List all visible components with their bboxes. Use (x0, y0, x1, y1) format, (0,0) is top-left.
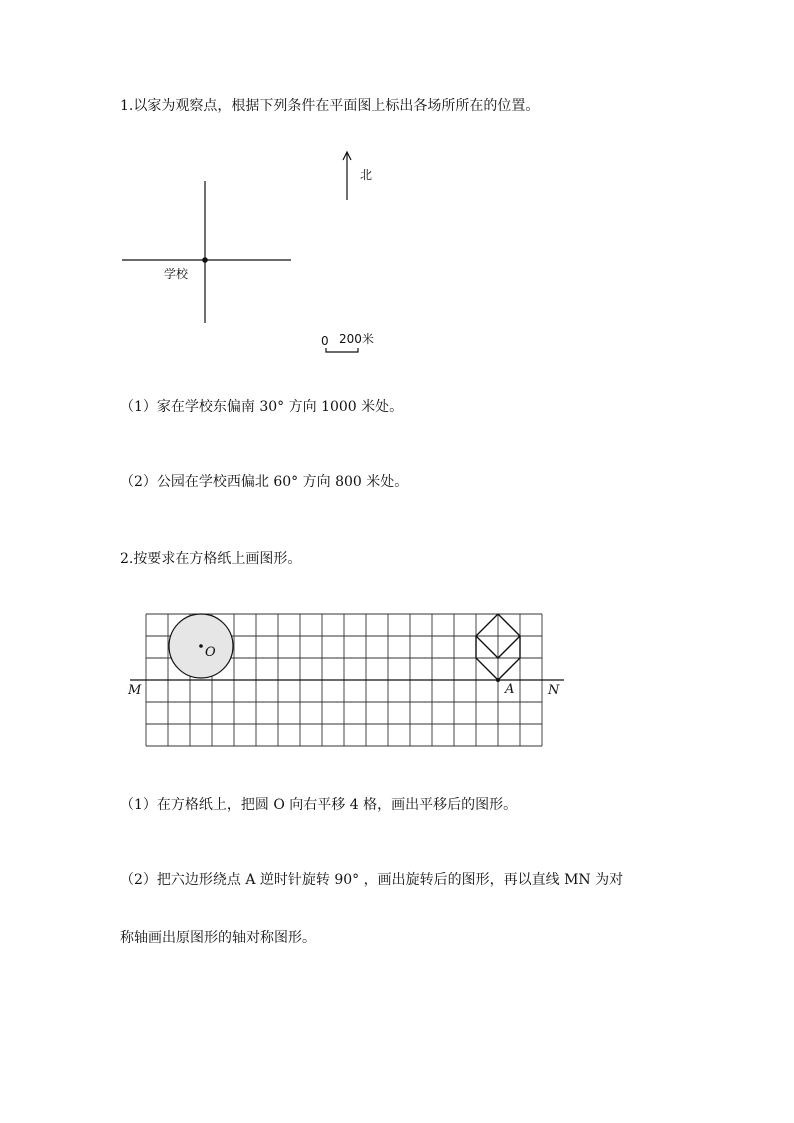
q2-sub2-line1: （2）把六边形绕点 A 逆时针旋转 90° ，画出旋转后的图形，再以直线 MN 为对 (120, 872, 624, 888)
north-label: 北 (360, 168, 373, 182)
q2-sub1: （1）在方格纸上，把圆 O 向右平移 4 格，画出平移后的图形。 (120, 797, 518, 813)
q1-sub2: （2）公园在学校西偏北 60° 方向 800 米处。 (120, 474, 409, 490)
label-n: N (548, 683, 560, 698)
label-a: A (505, 682, 515, 697)
scale-zero: 0 (321, 334, 329, 348)
scale-bar (326, 348, 358, 352)
scale-value: 200米 (339, 332, 374, 346)
question-1-title: 1.以家为观察点，根据下列条件在平面图上标出各场所所在的位置。 (120, 98, 540, 114)
point-a (496, 678, 500, 682)
label-m: M (128, 683, 142, 698)
question-2-title: 2.按要求在方格纸上画图形。 (120, 551, 302, 567)
circle-center-point (199, 644, 203, 648)
q2-sub2-line2: 称轴画出原图形的轴对称图形。 (120, 930, 316, 946)
school-label: 学校 (164, 267, 189, 281)
label-o: O (205, 645, 216, 660)
school-point (202, 257, 208, 263)
q1-sub1: （1）家在学校东偏南 30° 方向 1000 米处。 (120, 399, 404, 415)
